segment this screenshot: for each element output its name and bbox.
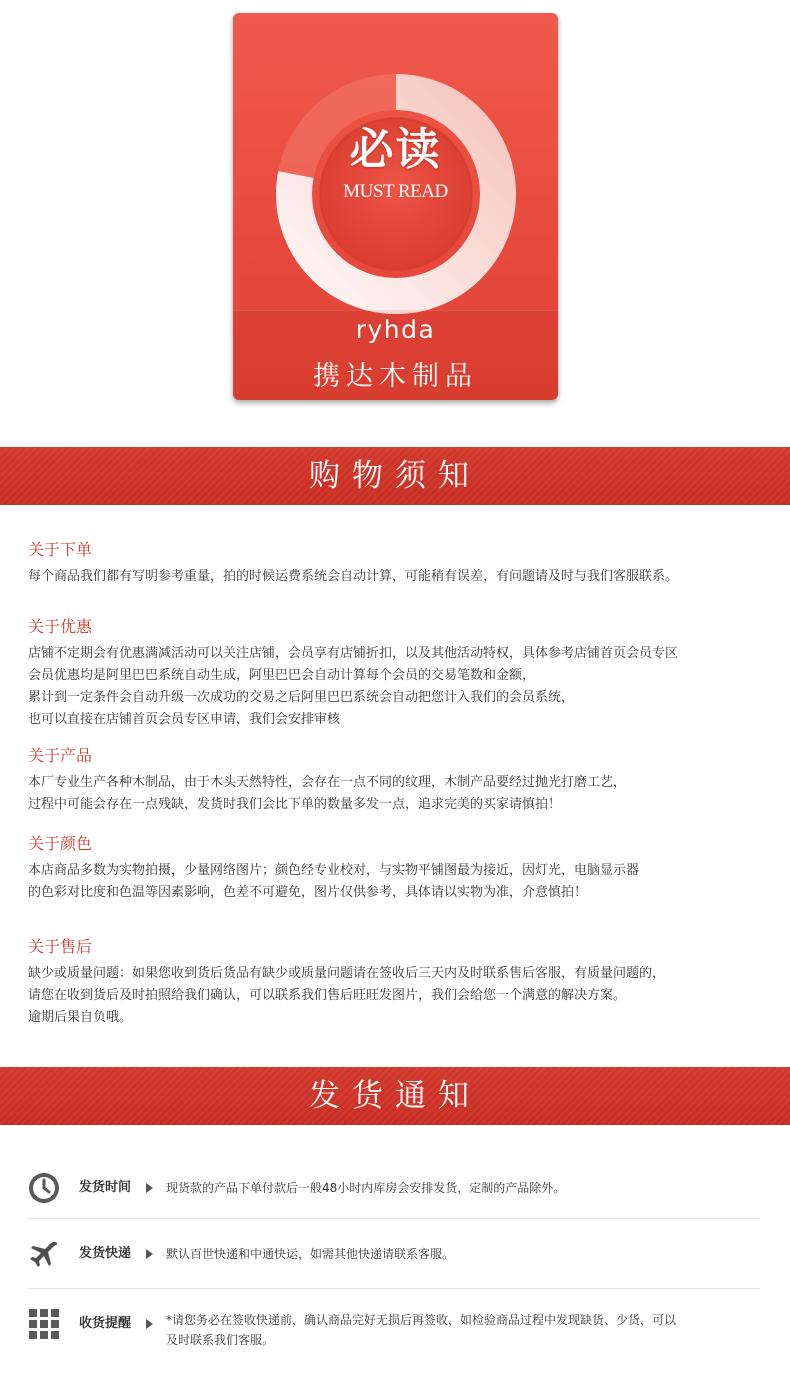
section-heading: 关于优惠 xyxy=(28,617,93,636)
section-text: 请您在收到货后及时拍照给我们确认，可以联系我们售后旺旺发图片，我们会给您一个满意的解决方案。 xyxy=(28,988,627,1003)
notice-section-color xyxy=(28,834,778,904)
section-text: 会员优惠均是阿里巴巴系统自动生成，阿里巴巴会自动计算每个会员的交易笔数和金额， xyxy=(28,668,536,683)
caret-right-icon xyxy=(146,1319,153,1329)
caret-right-icon xyxy=(146,1183,153,1193)
section-heading: 关于下单 xyxy=(28,540,93,559)
shopping-notice-banner: 购物须知 xyxy=(0,447,790,505)
shipping-notice-banner: 发货通知 xyxy=(0,1067,790,1125)
notice-section-product xyxy=(28,746,778,816)
shipping-label: 发货时间 xyxy=(79,1180,132,1195)
section-text: 本厂专业生产各种木制品，由于木头天然特性，会存在一点不同的纹理，木制产品要经过抛光打磨工艺， xyxy=(28,775,627,790)
shipping-label: 收货提醒 xyxy=(79,1316,132,1331)
notice-section-discount xyxy=(28,617,778,731)
must-read-badge xyxy=(233,13,558,400)
section-text: 逾期后果自负哦。 xyxy=(28,1010,133,1025)
caret-right-icon xyxy=(146,1249,153,1259)
section-text: 也可以直接在店铺首页会员专区申请，我们会安排审核 xyxy=(28,712,341,727)
company-name: 携达木制品 xyxy=(313,361,478,392)
shipping-text: 默认百世快递和中通快运，如需其他快递请联系客服。 xyxy=(166,1247,455,1261)
shipping-text: 现货款的产品下单付款后一般48小时内库房会安排发货，定制的产品除外。 xyxy=(166,1181,566,1195)
section-text: 每个商品我们都有写明参考重量，拍的时候运费系统会自动计算，可能稍有误差，有问题请及时与我们客服联系。 xyxy=(28,569,679,584)
section-text: 本店商品多数为实物拍摄，少量网络图片；颜色经专业校对，与实物平铺图最为接近，因灯光，电脑显示器 xyxy=(28,863,640,878)
shipping-row-time xyxy=(28,1172,760,1219)
badge-subtitle: MUST READ xyxy=(343,181,448,202)
badge-title: 必读 xyxy=(349,124,442,175)
shipping-label: 发货快递 xyxy=(79,1246,132,1261)
section-text: 累计到一定条件会自动升级一次成功的交易之后阿里巴巴系统会自动把您计入我们的会员系统， xyxy=(28,690,575,705)
shipping-text-line: 及时联系我们客服。 xyxy=(166,1333,275,1347)
section-text: 店铺不定期会有优惠满减活动可以关注店铺，会员享有店铺折扣，以及其他活动特权，具体参考店铺首页会员专区 xyxy=(28,646,679,661)
section-heading: 关于颜色 xyxy=(28,834,93,853)
section-text: 缺少或质量问题：如果您收到货后货品有缺少或质量问题请在签收后三天内及时联系售后客服，有质量问题的， xyxy=(28,966,666,981)
airplane-icon xyxy=(28,1240,60,1272)
section-text: 的色彩对比度和色温等因素影响，色差不可避免，图片仅供参考，具体请以实物为准，介意慎拍！ xyxy=(28,885,588,900)
brand-name: ryhda xyxy=(355,315,436,344)
shipping-row-express xyxy=(28,1238,760,1289)
shipping-row-reminder xyxy=(28,1308,760,1358)
notice-section-aftersale xyxy=(28,937,778,1029)
notice-section-order xyxy=(28,540,778,588)
section-heading: 关于售后 xyxy=(28,937,93,956)
section-text: 过程中可能会存在一点残缺，发货时我们会比下单的数量多发一点，追求完美的买家请慎拍！ xyxy=(28,797,562,812)
shipping-text xyxy=(166,1310,676,1350)
grid-icon xyxy=(28,1308,60,1340)
shipping-text-line: *请您务必在签收快递前，确认商品完好无损后再签收，如检验商品过程中发现缺货、少货，可以 xyxy=(166,1313,677,1327)
clock-icon xyxy=(28,1172,60,1204)
section-heading: 关于产品 xyxy=(28,746,93,765)
